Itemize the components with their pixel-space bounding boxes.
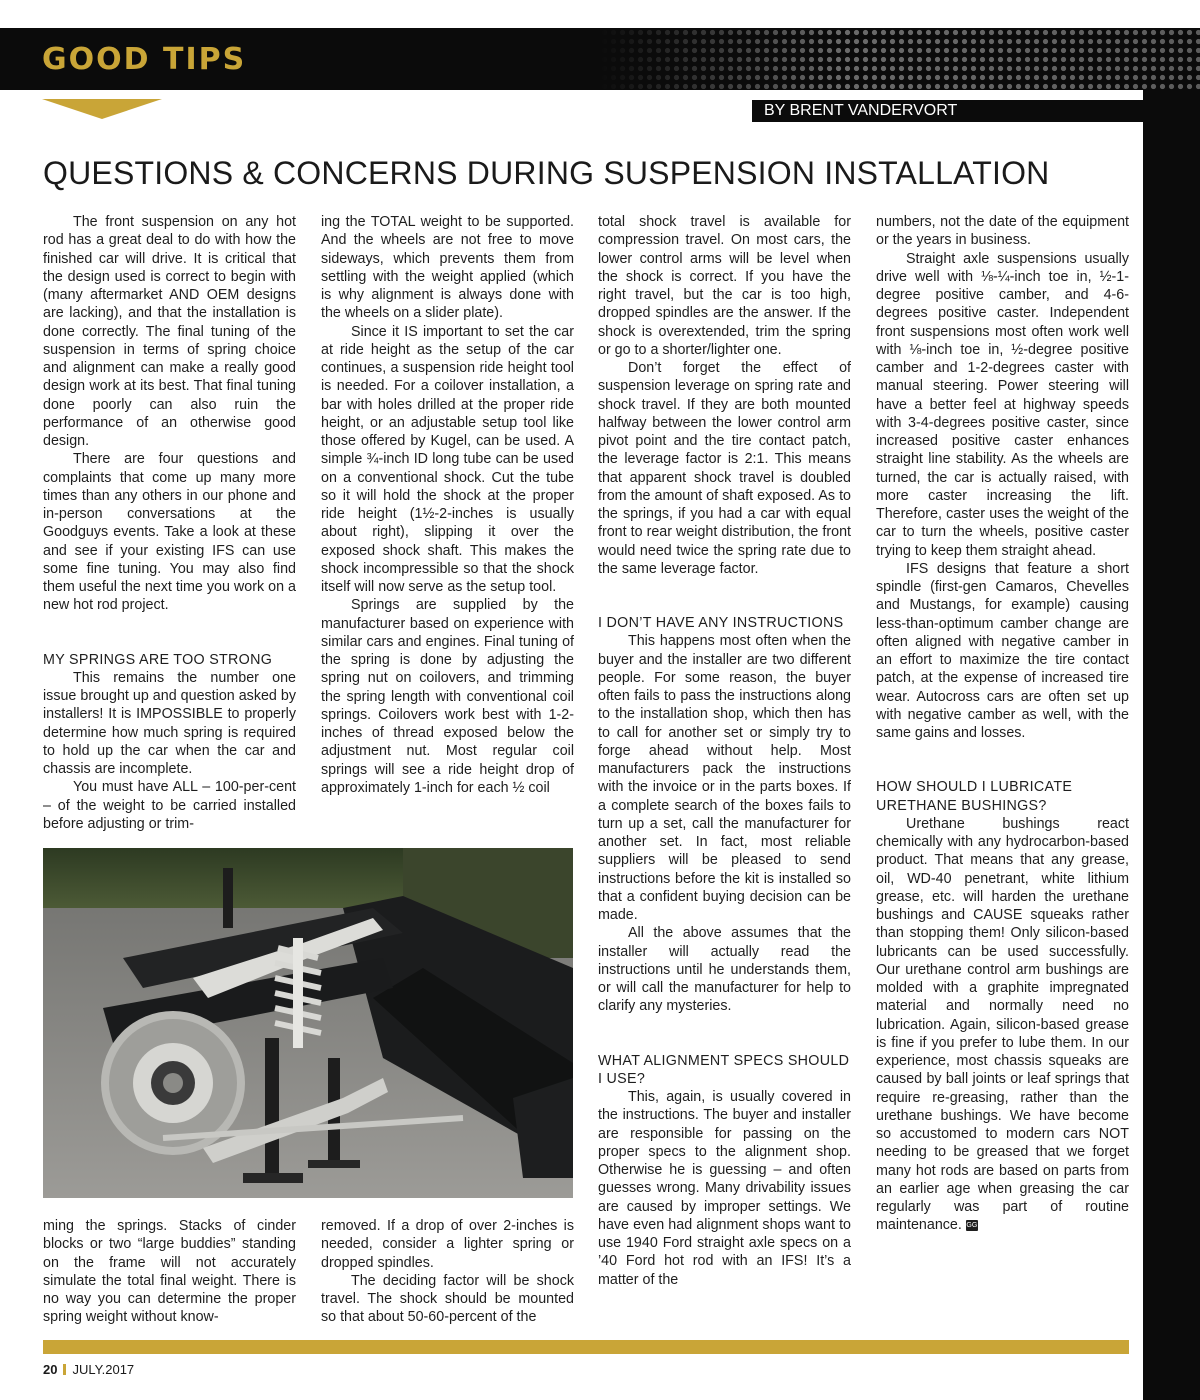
body-paragraph: ing the TOTAL weight to be supported. And the wheels are not free to move sideways, which prevents them from settling with the weight applied (which is why alignment is always done with the wheels on a slider plate). [321, 214, 574, 322]
body-paragraph: removed. If a drop of over 2-inches is needed, consider a lighter spring or dropped spindles. [321, 1218, 574, 1271]
folio [43, 1362, 134, 1378]
header-triangle-marker [42, 99, 162, 119]
header-bar [0, 28, 1200, 90]
body-paragraph: You must have ALL – 100-per-cent – of the weight to be carried installed before adjusting or trim- [43, 779, 296, 832]
subhead-alignment: WHAT ALIGNMENT SPECS SHOULD I USE? [598, 1052, 850, 1087]
body-paragraph: total shock travel is available for compression travel. On most cars, the lower control arms will be level when the shock is correct. If you have the right travel, but the car is too high, dropped spindles are the answer. If the shock is overextended, trim the spring or go to a shorter/lighter one. [598, 214, 851, 358]
body-paragraph: There are four questions and complaints that come up many more times than any others in our phone and in-person conversations at the Goodguys events. Take a look at these and see if your existing IFS can use some fine tuning. You may also find them useful the next time you work on a new hot rod project. [43, 451, 296, 614]
body-paragraph: Straight axle suspensions usually drive well with ⅛-¼-inch toe in, ½-1-degree positive camber, and 4-6-degrees positive caster. Independent front suspensions most often work well with ⅛-inch toe in, ½-degree positive camber and 1-2-degrees caster with manual steering. Power steering will have a better feel at highway speeds with 3-4-degrees positive caster, since increased positive caster enhances straight line stability. As the wheels are turned, the car is actually raised, with more caster increasing the lift. Therefore, caster uses the weight of the car to turn the wheels, positive caster trying to keep them straight ahead. [876, 250, 1129, 559]
body-paragraph: Don’t forget the effect of suspension leverage on spring rate and shock travel. If they are both mounted halfway between the lower control arm pivot point and the tire contact patch, the leverage factor is 2:1. This means that apparent shock travel is doubled from the amount of shaft exposed. As to the springs, if you had a car with equal front to rear weight distribution, the front would need twice the spring rate due to the same leverage factor. [598, 360, 851, 577]
body-paragraph: This, again, is usually covered in the instructions. The buyer and installer are responsible for passing on the proper specs to the alignment shop. Otherwise he is guessing – and often guesses wrong. Many drivability issues are caused by improper settings. We have even had alignment shops want to use 1940 Ford straight axle specs on a ’40 Ford hot rod with an IFS! It’s a matter of the [598, 1089, 851, 1288]
body-paragraph: This remains the number one issue brought up and question asked by installers! It is IMPOSSIBLE to properly determine how much spring is required to hold up the car when the car and chassis are incomplete. [43, 669, 296, 777]
body-paragraph: All the above assumes that the installer will actually read the instructions until he understands them, or will call the manufacturer for help to clarify any mysteries. [598, 925, 851, 1015]
body-paragraph: numbers, not the date of the equipment or the years in business. [876, 214, 1129, 249]
body-paragraph: This happens most often when the buyer and the installer are two different people. For some reason, the buyer often fails to pass the instructions along to the installation shop, which then has to call for another set or simply try to forge ahead without help. Most manufacturers pack the instructions with the invoice or in the parts boxes. If a complete search of the boxes fails to turn up a set, call the manufacturer for another set. In fact, most reliable suppliers will be pleased to send instructions before the kit is installed so that a confident buying decision can be made. [598, 633, 851, 923]
column-2-continued [321, 1217, 574, 1327]
header-halftone-fade [600, 28, 1200, 90]
subhead-springs: MY SPRINGS ARE TOO STRONG [43, 651, 273, 668]
body-paragraph-final [876, 815, 1129, 1235]
article-headline: QUESTIONS & CONCERNS DURING SUSPENSION INSTALLATION [43, 155, 1050, 191]
column-3 [598, 213, 851, 1289]
subhead-instructions: I DON’T HAVE ANY INSTRUCTIONS [598, 615, 844, 631]
body-paragraph: Springs are supplied by the manufacturer based on experience with similar cars and engines. Final tuning of the spring is done by adjusting the spring nut on coilovers, and trimming the spring length with conventional coil springs. Coilovers work best with 1-2-inches of thread exposed below the adjustment nut. Most regular coil springs will see a ride height drop of approximately 1-inch for each ½ coil [321, 597, 574, 796]
section-title: GOOD TIPS [42, 42, 247, 77]
body-paragraph: ming the springs. Stacks of cinder blocks or two “large buddies” standing on the frame will not accurately simulate the total final weight. There is no way you can determine the proper spring weight without know- [43, 1218, 296, 1326]
page-number: 20 [43, 1362, 58, 1377]
suspension-photo [43, 848, 573, 1198]
right-edge-bar [1143, 90, 1200, 1400]
final-paragraph-text: Urethane bushings react chemically with any hydrocarbon-based product. That means that any grease, oil, WD-40 penetrant, white lithium grease, etc. will harden the urethane bushings and CAUSE squeaks rather than stopping them! Only silicon-based lubricants can be used successfully. Our urethane control arm bushings are molded with a graphite impregnated material and normally need no lubrication. Again, silicon-based grease is fine if you prefer to lube them. In our experience, most chassis squeaks are caused by ball joints or leaf springs that require re-greasing, rather than the urethane bushings. We have become so accustomed to modern cars NOT needing to be greased that we forget many hot rods are based on parts from an earlier age when greasing the car regularly was part of routine maintenance. [876, 815, 1129, 1234]
column-4 [876, 213, 1129, 1235]
body-paragraph: The deciding factor will be shock travel. The shock should be mounted so that about 50-60-percent of the [321, 1272, 574, 1326]
column-1-continued [43, 1217, 296, 1327]
end-mark-icon: GG [966, 1221, 978, 1229]
suspension-photo-illustration [43, 848, 573, 1198]
body-paragraph: IFS designs that feature a short spindle (first-gen Camaros, Chevelles and Mustangs, for example) causing less-than-optimum camber change are often aligned with negative camber in an effort to maximize the tire contact patch, at the expense of increased tire wear. Autocross cars are often set up with negative camber as well, with the same gains and losses. [876, 560, 1129, 741]
footer-gold-rule [43, 1340, 1129, 1354]
column-1 [43, 213, 296, 833]
body-paragraph: The front suspension on any hot rod has a great deal to do with how the finished car will drive. It is critical that the design used is correct to begin with (many aftermarket AND OEM designs are lacking), and that the installation is done correctly. The final tuning of the suspension in terms of spring choice and alignment can make a really good design work at its best. That final tuning done poorly can also ruin the performance of an otherwise good design. [43, 214, 296, 449]
column-2 [321, 213, 574, 797]
body-paragraph: Since it IS important to set the car at ride height as the setup of the car continues, a suspension ride height tool is needed. For a coilover installation, a bar with holes drilled at the proper ride height, or an adjustable setup tool like those offered by Kugel, can be used. A simple ¾-inch ID long tube can be used on a conventional shock. Cut the tube so it will hold the shock at the proper ride height (1½-2-inches is usually about right), slipping it over the exposed shock shaft. This makes the shock incompressible so that the shock itself will now serve as the setup tool. [321, 323, 574, 595]
subhead-bushings: HOW SHOULD I LUBRICATE URETHANE BUSHINGS? [876, 779, 1073, 814]
issue-date: JULY.2017 [72, 1362, 135, 1377]
folio-separator [63, 1364, 66, 1375]
byline: BY BRENT VANDERVORT [752, 100, 1143, 122]
